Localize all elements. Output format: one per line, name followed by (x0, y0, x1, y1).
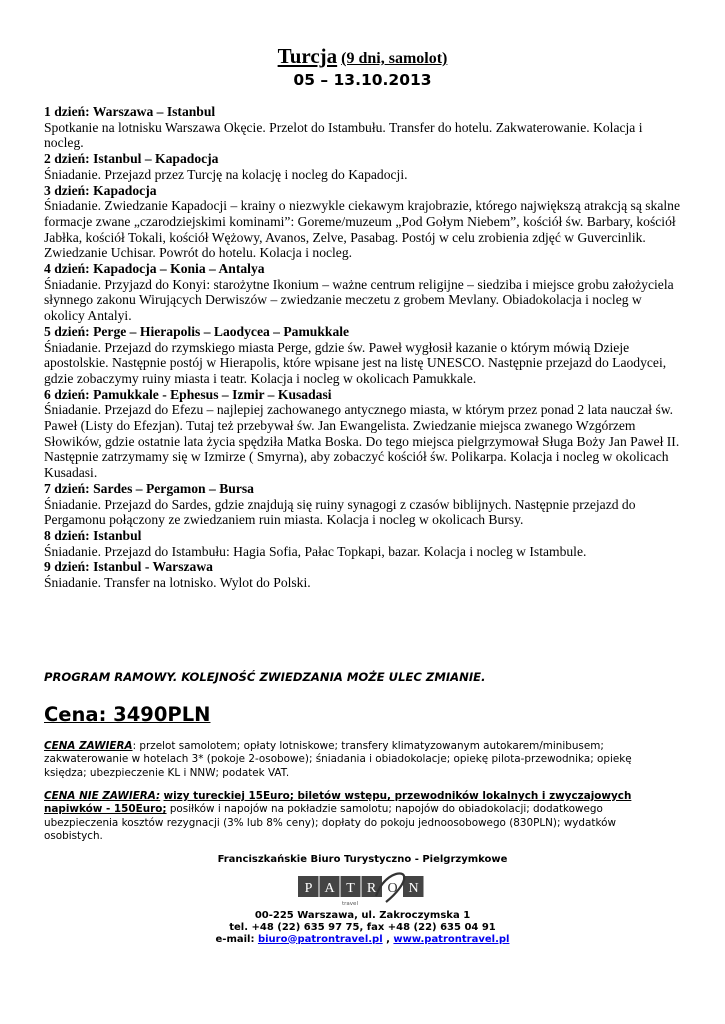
day-text: Śniadanie. Przejazd do Sardes, gdzie znajdują się ruiny synagogi z czasów biblijnych. Następnie przejazd do Pergamonu połączony ze zwiedzaniem ruin miasta. Kolacja i nocleg w okolicach Bursy. (44, 496, 636, 528)
logo-letter: R (366, 881, 377, 896)
itinerary (44, 104, 684, 591)
day-heading: 1 dzień: Warszawa – Istanbul (44, 104, 216, 119)
day-text: Śniadanie. Zwiedzanie Kapadocji – krainy o niezwykle ciekawym krajobrazie, którego największą atrakcją są skalne formacje zwane „czarodziejskimi kominami”: Goreme/muzeum „Pod Gołym Niebem”, kościół św. Barbary, kościół Jabłka, kościół Tokali, kościół Wężowy, Avanos, Zelve, Pasabag. Postój w celu zrobienia zdjęć w Guvercinlik. Zwiedzanie Uchisar. Powrót do hotelu. Kolacja i nocleg. (44, 198, 680, 261)
day-heading: 4 dzień: Kapadocja – Konia – Antalya (44, 261, 265, 277)
patron-logo (298, 872, 428, 906)
day-text: Śniadanie. Przejazd do Istambułu: Hagia Sofia, Pałac Topkapi, bazar. Kolacja i nocleg w Istambule. (44, 543, 587, 559)
day-text: Śniadanie. Transfer na lotnisko. Wylot do Polski. (44, 575, 311, 591)
excludes-highlight: wizy tureckiej 15Euro; biletów wstępu, przewodników lokalnych i zwyczajowych napiwków - 150Euro; (44, 790, 632, 816)
logo-letter: O (387, 881, 398, 896)
title-main: Turcja (277, 44, 338, 68)
separator: , (382, 933, 394, 945)
logo-letter: N (408, 881, 419, 896)
day-text: Śniadanie. Przejazd do rzymskiego miasta Perge, gdzie św. Paweł wygłosił kazanie o którym mówią Dzieje apostolskie. Następnie postój w Hierapolis, które wpisane jest na listę UNESCO. Następnie przejazd do Laodycei, gdzie zobaczymy ruiny miasta i teatr. Kolacja i nocleg w okolicach Pamukkale. (44, 339, 667, 386)
address: 00-225 Warszawa, ul. Zakroczymska 1 (254, 910, 471, 921)
price: Cena: 3490PLN (44, 703, 211, 726)
page-title (0, 44, 725, 69)
email-label: e-mail: (215, 933, 258, 945)
day-heading: 5 dzień: Perge – Hierapolis – Laodycea – Pamukkale (44, 323, 350, 339)
website-link[interactable]: www.patrontravel.pl (393, 933, 510, 945)
price-excludes (44, 790, 644, 843)
day-heading: 2 dzień: Istanbul – Kapadocja (44, 151, 219, 167)
title-sub: (9 dni, samolot) (341, 50, 448, 67)
day-heading: 8 dzień: Istanbul (44, 527, 142, 543)
day-heading: 9 dzień: Istanbul - Warszawa (44, 559, 213, 575)
day-text: Śniadanie. Przejazd przez Turcję na kolację i nocleg do Kapadocji. (44, 166, 408, 182)
day-text: Śniadanie. Przejazd do Efezu – najlepiej zachowanego antycznego miasta, w którym przez ponad 2 lata nauczał św. Paweł (Listy do Efezjan). Tutaj też przebywał św. Jan Ewangelista. Zwiedzanie miejsca zwanego Wzgórzem Słowików, gdzie ostatnie lata życia spędziła Matka Boska. Do tego miejsca pielgrzymował Sługa Boży Jan Paweł II. Następnie zatrzymamy się w Izmirze ( Smyrna), aby zobaczyć kościół św. Polikarpa. Kolacja i nocleg w okolicach Kusadasi. (44, 402, 680, 481)
excludes-text: posiłków i napojów na pokładzie samolotu; napojów do obiadokolacji; dodatkowego ubezpieczenia kosztów rezygnacji (3% lub 8% ceny); dopłaty do pokoju jednoosobowego (830PLN); wydatków osobistych. (44, 803, 616, 842)
day-heading: 3 dzień: Kapadocja (44, 182, 157, 198)
day-text: Spotkanie na lotnisku Warszawa Okęcie. Przelot do Istambułu. Transfer do hotelu. Zakwaterowanie. Kolacja i nocleg. (44, 119, 643, 151)
logo-letter: T (346, 881, 355, 896)
logo-letter: A (324, 881, 335, 896)
logo-letter: P (304, 881, 313, 896)
email-line (0, 934, 725, 946)
excludes-label: CENA NIE ZAWIERA: (44, 790, 161, 802)
logo-subtitle: travel (342, 901, 358, 906)
contact-block (0, 910, 725, 945)
program-notice: PROGRAM RAMOWY. KOLEJNOŚĆ ZWIEDZANIA MOŻE ULEC ZMIANIE. (44, 670, 486, 684)
phones: tel. +48 (22) 635 97 75, fax +48 (22) 635 04 91 (229, 921, 496, 933)
trip-dates: 05 – 13.10.2013 (293, 71, 432, 89)
email-link[interactable]: biuro@patrontravel.pl (257, 933, 383, 945)
day-heading: 7 dzień: Sardes – Pergamon – Bursa (44, 480, 254, 496)
day-text: Śniadanie. Przyjazd do Konyi: starożytne Ikonium – ważne centrum religijne – siedziba i miejsce grobu założyciela słynnego zakonu Wirujących Derwiszów – zwiedzanie meczetu z grobem Mevlany. Obiadokolacja i nocleg w okolicy Antalyi. (44, 276, 674, 324)
includes-text: : przelot samolotem; opłaty lotniskowe; transfery klimatyzowanym autokarem/minibusem; zakwaterowanie w hotelach 3* (pokoje 2-osobowe); śniadania i obiadokolacje; opiekę pilota-przewodnika; opiekę księdza; ubezpieczenie KL i NNW; podatek VAT. (44, 740, 632, 779)
price-includes (44, 740, 644, 780)
includes-label: CENA ZAWIERA (44, 740, 133, 752)
agency-name: Franciszkańskie Biuro Turystyczno - Pielgrzymkowe (217, 854, 508, 865)
day-heading: 6 dzień: Pamukkale - Ephesus – Izmir – Kusadasi (44, 386, 332, 402)
